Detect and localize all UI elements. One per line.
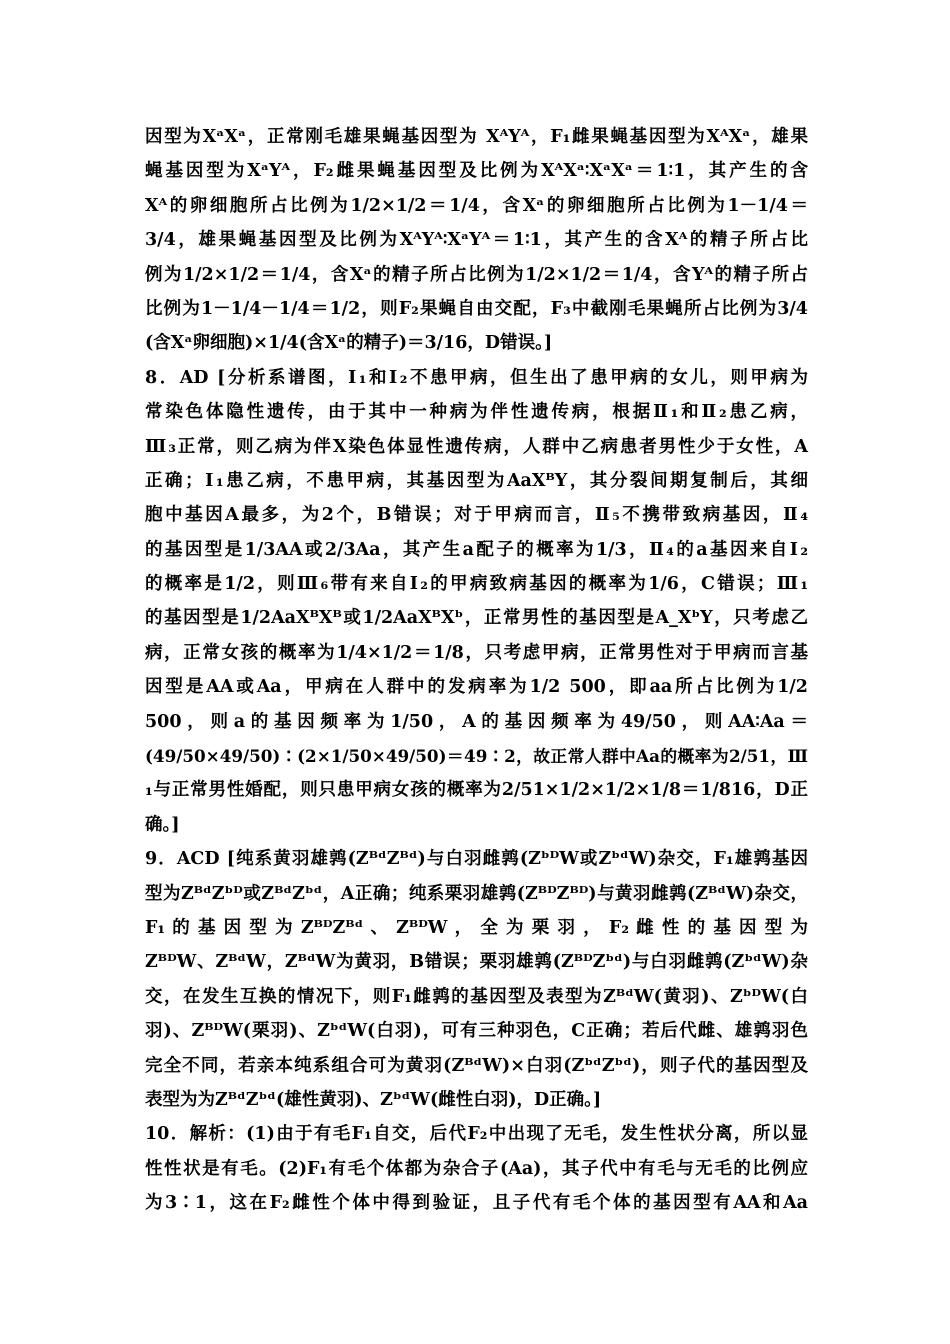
text-line: 蝇基因型为XᵃYᴬ，F₂雌果蝇基因型及比例为XᴬXᵃ∶XᵃXᵃ＝1∶1，其产生的含 <box>145 161 808 182</box>
text-line: 性性状是有毛。(2)F₁有毛个体都为杂合子(Aa)，其子代中有毛与无毛的比例应 <box>145 1158 808 1179</box>
text-line: 因型为XᵃXᵃ，正常刚毛雄果蝇基因型为 XᴬYᴬ，F₁雌果蝇基因型为XᴬXᵃ，雄果 <box>145 127 808 147</box>
text-line: 为3∶1，这在F₂雌性个体中得到验证，且子代有毛个体的基因型有AA和Aa <box>145 1193 808 1214</box>
text-line: Ⅲ₃正常，则乙病为伴X染色体显性遗传病，人群中乙病患者男性少于女性，A <box>145 436 808 457</box>
text-line: 正确；Ⅰ₁患乙病，不患甲病，其基因型为AaXᴮY，其分裂间期复制后，其细 <box>145 470 808 491</box>
text-line: 的概率是1/2，则Ⅲ₆带有来自Ⅰ₂的甲病致病基因的概率为1/6，C错误；Ⅲ₁ <box>145 574 808 595</box>
text-line: 确。] <box>145 814 180 835</box>
text-line: 的基因型是1/2AaXᴮXᴮ或1/2AaXᴮXᵇ，正常男性的基因型是A_XᵇY，只考虑乙 <box>145 608 808 629</box>
text-line: (含Xᵃ卵细胞)×1/4(含Xᵃ的精子)＝3/16，D错误。] <box>145 333 553 354</box>
text-line: 因型是AA或Aa，甲病在人群中的发病率为1/2 500，即aa所占比例为1/2 <box>145 677 808 698</box>
text-line: 比例为1－1/4－1/4＝1/2，则F₂果蝇自由交配，F₃中截刚毛果蝇所占比例为3/4 <box>145 298 808 319</box>
text-line: F₁ 的 基 因 型 为 ZᴮᴰZᴮᵈ 、 ZᴮᴰW ， 全 为 栗 羽 ， F₂ 雌 性 的 基 因 型 为 <box>145 917 808 938</box>
text-line: (49/50×49/50)∶(2×1/50×49/50)＝49∶2，故正常人群中Aa的概率为2/51，Ⅲ <box>145 746 808 767</box>
text-line: 8．AD [分析系谱图，Ⅰ₁和Ⅰ₂不患甲病，但生出了患甲病的女儿，则甲病为 <box>145 367 808 388</box>
text-line: 病，正常女孩的概率为1/4×1/2＝1/8，只考虑甲病，正常男性对于甲病而言基 <box>145 642 808 663</box>
answer-text-block <box>145 120 808 1221</box>
text-line: 完全不同，若亲本纯系组合可为黄羽(ZᴮᵈW)×白羽(ZᵇᵈZᵇᵈ)，则子代的基因型及 <box>145 1055 808 1076</box>
text-line: 10．解析：(1)由于有毛F₁自交，后代F₂中出现了无毛，发生性状分离，所以显 <box>145 1124 808 1145</box>
text-line: 常染色体隐性遗传，由于其中一种病为伴性遗传病，根据Ⅱ₁和Ⅱ₂患乙病， <box>145 402 808 423</box>
text-line: 3/4，雄果蝇基因型及比例为XᴬYᴬ∶XᵃYᴬ＝1∶1，其产生的含Xᴬ的精子所占比 <box>145 230 808 251</box>
text-line: ZᴮᴰW、ZᴮᵈW，ZᴮᵈW为黄羽，B错误；栗羽雄鹑(ZᴮᴰZᵇᵈ)与白羽雌鹑(ZᵇᵈW)杂 <box>145 952 808 973</box>
text-line: 胞中基因A最多，为2个，B错误；对于甲病而言，Ⅱ₅不携带致病基因，Ⅱ₄ <box>145 505 808 526</box>
text-line: 羽)、ZᴮᴰW(栗羽)、ZᵇᵈW(白羽)，可有三种羽色，C正确；若后代雌、雄鹑羽色 <box>145 1021 808 1042</box>
text-line: 500，则a的基因频率为1/50，A的基因频率为49/50，则AA∶Aa＝ <box>145 711 808 732</box>
text-line: ₁与正常男性婚配，则只患甲病女孩的概率为2/51×1/2×1/2×1/8＝1/816，D正 <box>145 780 808 801</box>
text-line: 交，在发生互换的情况下，则F₁雌鹑的基因型及表型为ZᴮᵈW(黄羽)、ZᵇᴰW(白 <box>145 986 808 1007</box>
text-line: 表型为为ZᴮᵈZᵇᵈ(雄性黄羽)、ZᵇᵈW(雌性白羽)，D正确。] <box>145 1089 602 1110</box>
text-line: 型为ZᴮᵈZᵇᴰ或ZᴮᵈZᵇᵈ，A正确；纯系栗羽雄鹑(ZᴮᴰZᴮᴰ)与黄羽雌鹑(ZᴮᵈW)杂交， <box>145 883 808 904</box>
text-line: 例为1/2×1/2＝1/4，含Xᵃ的精子所占比例为1/2×1/2＝1/4，含Yᴬ的精子所占 <box>145 264 808 285</box>
text-line: 的基因型是1/3AA或2/3Aa，其产生a配子的概率为1/3，Ⅱ₄的a基因来自Ⅰ₂ <box>145 539 808 560</box>
text-line: Xᴬ的卵细胞所占比例为1/2×1/2＝1/4，含Xᵃ的卵细胞所占比例为1－1/4＝ <box>145 195 808 216</box>
text-line: 9．ACD [纯系黄羽雄鹑(ZᴮᵈZᴮᵈ)与白羽雌鹑(ZᵇᴰW或ZᵇᵈW)杂交，F₁雄鹑基因 <box>145 849 808 870</box>
